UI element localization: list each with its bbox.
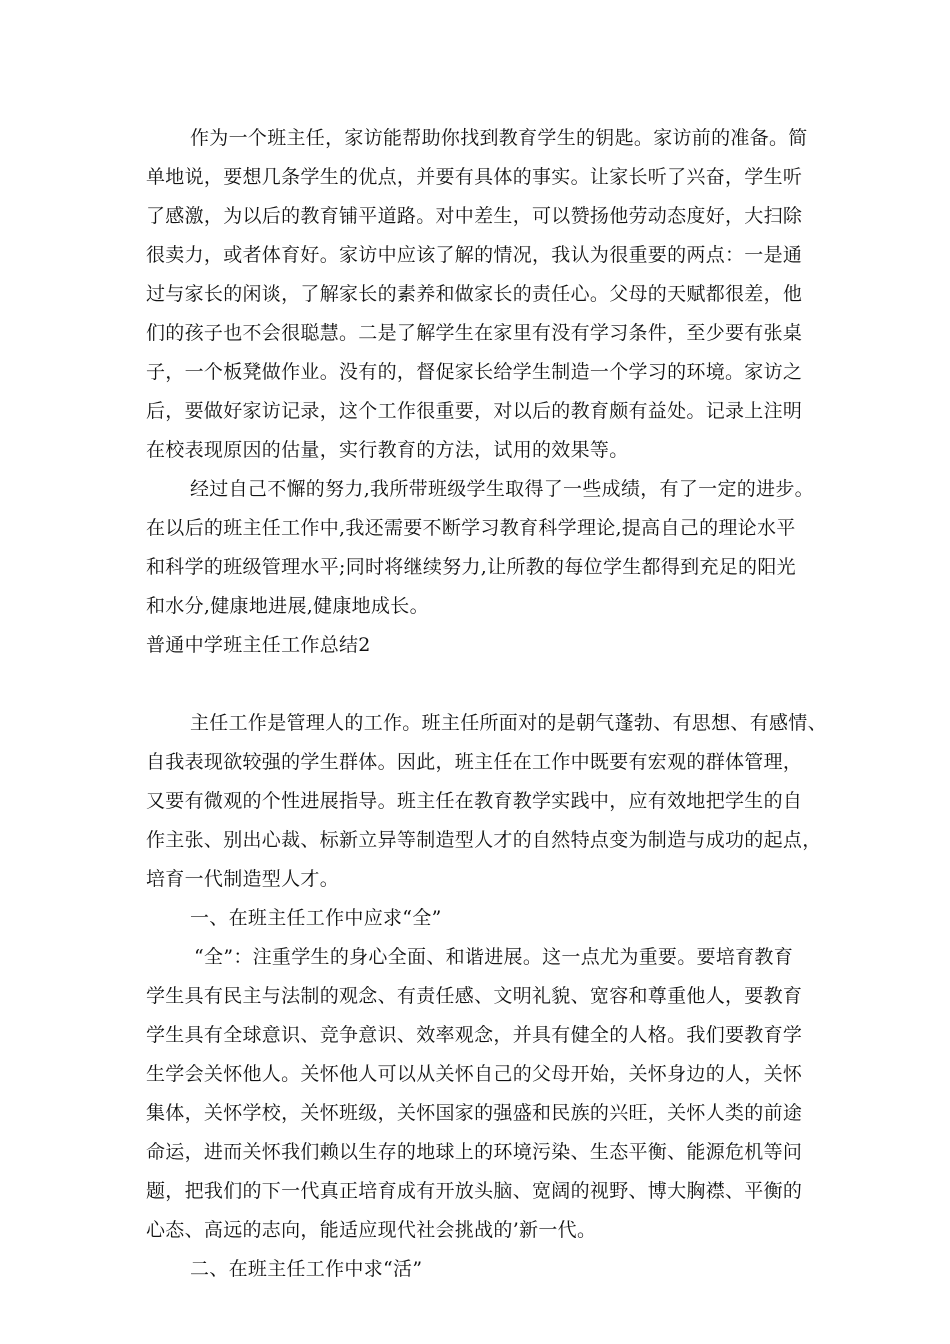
paragraph-1-line-5: 过与家长的闲谈，了解家长的素养和做家长的责任心。父母的天赋都很差，他 xyxy=(146,283,803,305)
paragraph-2-line-1: 经过自己不懈的努力,我所带班级学生取得了一些成绩，有了一定的进步。 xyxy=(190,478,814,500)
paragraph-3-line-5: 培育一代制造型人才。 xyxy=(146,868,340,890)
paragraph-4-line-4: 生学会关怀他人。关怀他人可以从关怀自己的父母开始，关怀身边的人，关怀 xyxy=(146,1063,803,1085)
heading-2: 二、在班主任工作中求“活” xyxy=(190,1258,423,1280)
paragraph-4-line-3: 学生具有全球意识、竞争意识、效率观念，并具有健全的人格。我们要教育学 xyxy=(146,1024,803,1046)
paragraph-1-line-6: 们的孩子也不会很聪慧。二是了解学生在家里有没有学习条件，至少要有张桌 xyxy=(146,322,803,344)
paragraph-4-line-1: “全”：注重学生的身心全面、和谐进展。这一点尤为重要。要培育教育 xyxy=(194,946,794,968)
paragraph-1-line-7: 子，一个板凳做作业。没有的，督促家长给学生制造一个学习的环境。家访之 xyxy=(146,361,803,383)
paragraph-4-line-2: 学生具有民主与法制的观念、有责任感、文明礼貌、宽容和尊重他人，要教育 xyxy=(146,985,803,1007)
paragraph-1-line-9: 在校表现原因的估量，实行教育的方法，试用的效果等。 xyxy=(146,439,629,461)
paragraph-4-line-5: 集体，关怀学校，关怀班级，关怀国家的强盛和民族的兴旺，关怀人类的前途 xyxy=(146,1102,803,1124)
paragraph-2-line-3: 和科学的班级管理水平;同时将继续努力,让所教的每位学生都得到充足的阳光 xyxy=(146,556,796,578)
paragraph-3-line-3: 又要有微观的个性进展指导。班主任在教育教学实践中，应有效地把学生的自 xyxy=(146,790,803,812)
paragraph-1-line-1: 作为一个班主任，家访能帮助你找到教育学生的钥匙。家访前的准备。简 xyxy=(190,127,808,149)
section-title: 普通中学班主任工作总结2 xyxy=(146,634,371,656)
paragraph-4-line-7: 题，把我们的下一代真正培育成有开放头脑、宽阔的视野、博大胸襟、平衡的 xyxy=(146,1180,803,1202)
paragraph-1-line-4: 很卖力，或者体育好。家访中应该了解的情况，我认为很重要的两点：一是通 xyxy=(146,244,803,266)
paragraph-3-line-2: 自我表现欲较强的学生群体。因此，班主任在工作中既要有宏观的群体管理， xyxy=(146,751,803,773)
paragraph-3-line-4: 作主张、别出心裁、标新立异等制造型人才的自然特点变为制造与成功的起点， xyxy=(146,829,822,851)
paragraph-3-line-1: 主任工作是管理人的工作。班主任所面对的是朝气蓬勃、有思想、有感情、 xyxy=(190,712,827,734)
paragraph-1-line-2: 单地说，要想几条学生的优点，并要有具体的事实。让家长听了兴奋，学生听 xyxy=(146,166,803,188)
heading-1: 一、在班主任工作中应求“全” xyxy=(190,907,442,929)
paragraph-2-line-4: 和水分,健康地进展,健康地成长。 xyxy=(146,595,429,617)
paragraph-4-line-8: 心态、高远的志向，能适应现代社会挑战的’新一代。 xyxy=(146,1219,597,1241)
paragraph-1-line-3: 了感激，为以后的教育铺平道路。对中差生，可以赞扬他劳动态度好，大扫除 xyxy=(146,205,803,227)
paragraph-1-line-8: 后，要做好家访记录，这个工作很重要，对以后的教育颇有益处。记录上注明 xyxy=(146,400,803,422)
paragraph-4-line-6: 命运，进而关怀我们赖以生存的地球上的环境污染、生态平衡、能源危机等问 xyxy=(146,1141,803,1163)
paragraph-2-line-2: 在以后的班主任工作中,我还需要不断学习教育科学理论,提高自己的理论水平 xyxy=(146,517,796,539)
